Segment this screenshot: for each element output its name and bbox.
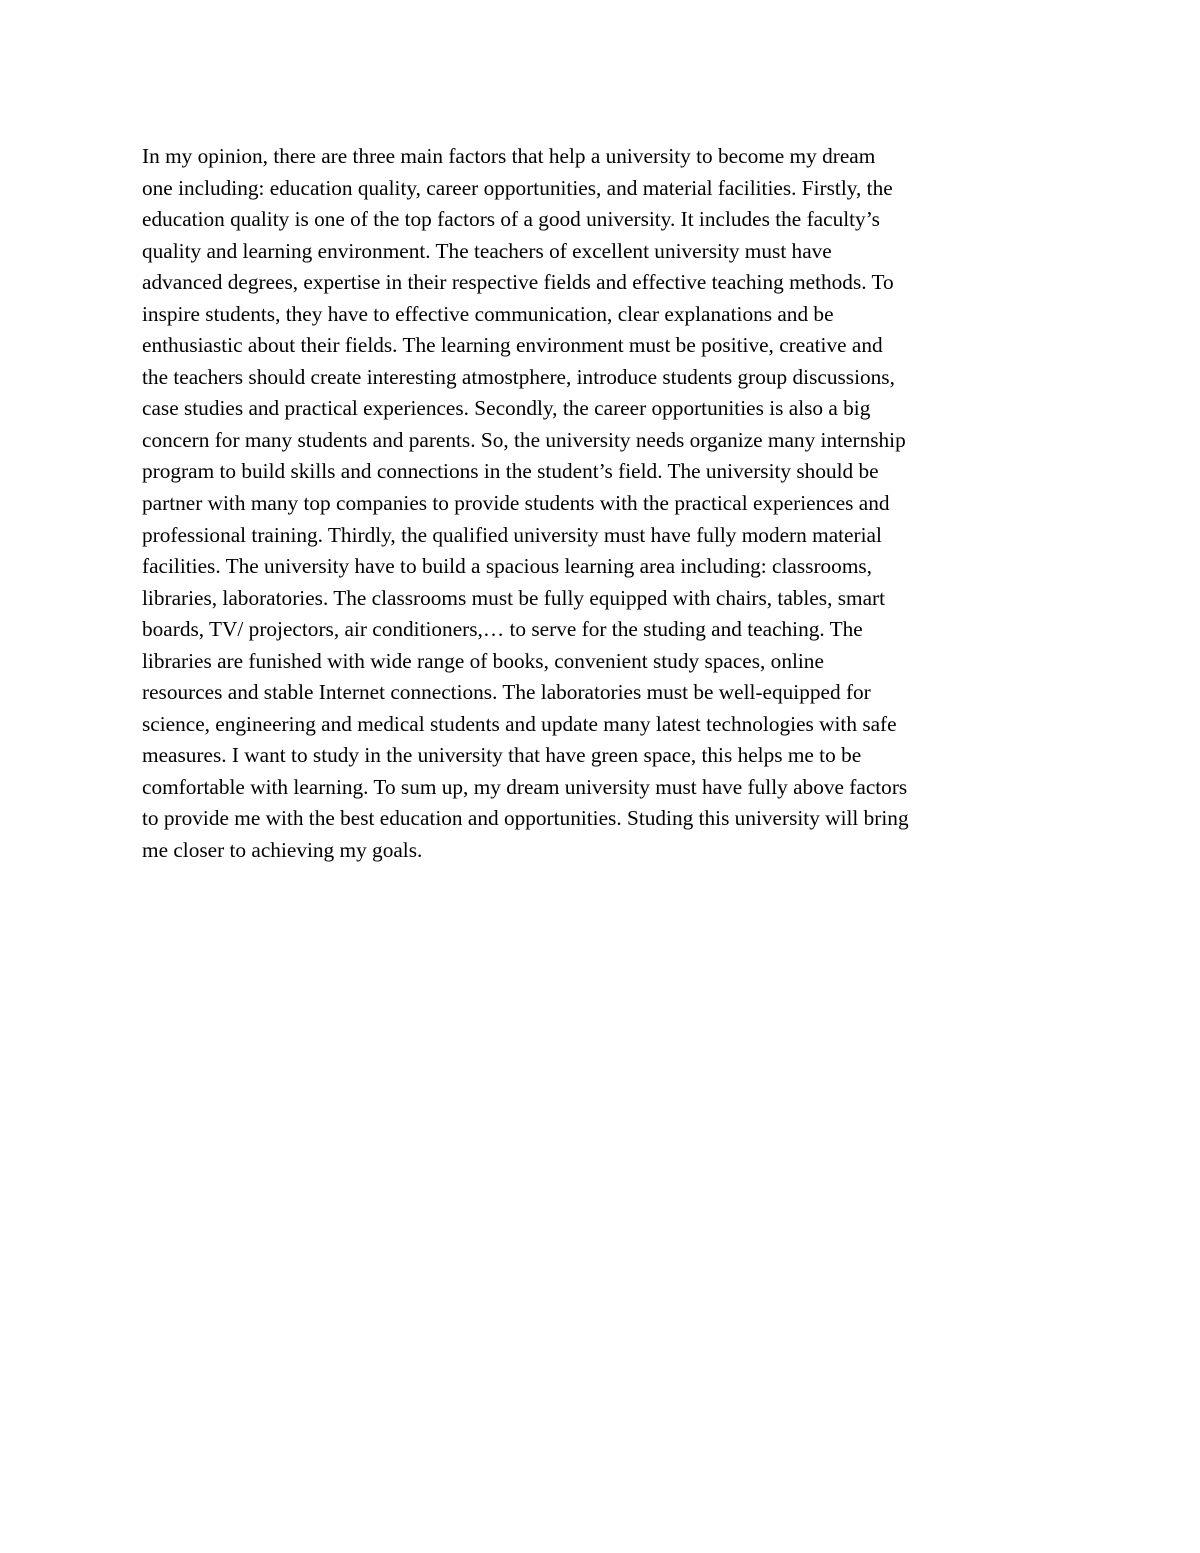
essay-line: science, engineering and medical students and update many latest technologies with safe	[142, 711, 897, 736]
essay-line: inspire students, they have to effective communication, clear explanations and be	[142, 301, 834, 326]
essay-line: measures. I want to study in the university that have green space, this helps me to be	[142, 743, 862, 768]
essay-line: program to build skills and connections in the student’s field. The university should be	[142, 459, 879, 484]
essay-line: In my opinion, there are three main factors that help a university to become my dream	[142, 144, 876, 168]
essay-line: boards, TV/ projectors, air conditioners,… to serve for the studing and teaching. The	[142, 617, 863, 642]
essay-line: me closer to achieving my goals.	[142, 838, 423, 863]
essay-line: concern for many students and parents. So, the university needs organize many internship	[142, 427, 906, 452]
essay-line: resources and stable Internet connections. The laboratories must be well-equipped for	[142, 680, 871, 705]
essay-line: quality and learning environment. The teachers of excellent university must have	[142, 238, 832, 263]
essay-line: education quality is one of the top factors of a good university. It includes the faculty’s	[142, 207, 880, 232]
essay-line: enthusiastic about their fields. The learning environment must be positive, creative and	[142, 333, 883, 358]
essay-line: libraries, laboratories. The classrooms must be fully equipped with chairs, tables, smart	[142, 585, 886, 610]
essay-line: professional training. Thirdly, the qualified university must have fully modern material	[142, 522, 882, 547]
essay-line: libraries are funished with wide range of books, convenient study spaces, online	[142, 648, 824, 673]
essay-line: one including: education quality, career opportunities, and material facilities. Firstly, the	[142, 175, 893, 200]
essay-paragraph	[142, 141, 1072, 867]
essay-line: advanced degrees, expertise in their respective fields and effective teaching methods. To	[142, 270, 894, 295]
essay-line: partner with many top companies to provide students with the practical experiences and	[142, 491, 890, 516]
essay-line: to provide me with the best education and opportunities. Studing this university will bring	[142, 806, 909, 831]
essay-line: comfortable with learning. To sum up, my dream university must have fully above factors	[142, 774, 908, 799]
essay-line: facilities. The university have to build a spacious learning area including: classrooms,	[142, 554, 873, 579]
essay-line: the teachers should create interesting atmostphere, introduce students group discussions,	[142, 364, 895, 389]
essay-line: case studies and practical experiences. Secondly, the career opportunities is also a big	[142, 396, 871, 421]
